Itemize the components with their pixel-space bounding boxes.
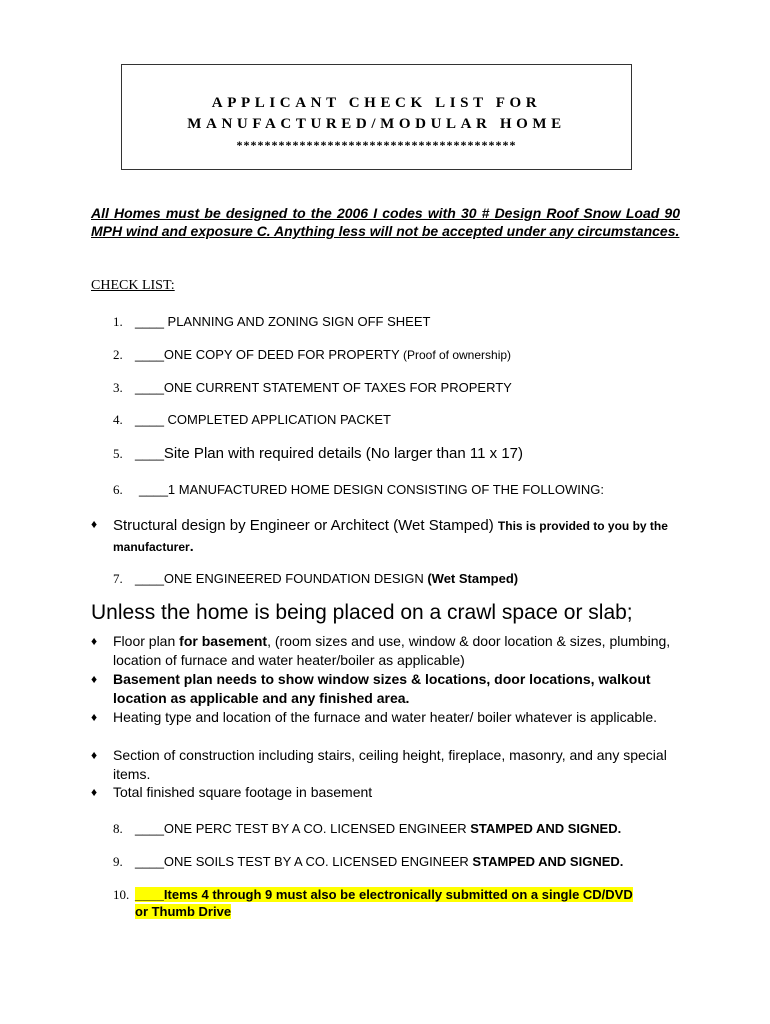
item-blank: ____: [139, 482, 168, 497]
design-notice: All Homes must be designed to the 2006 I codes with 30 # Design Roof Snow Load 90 MPH wind and exposure C. Anything less will not be accepted under any circumstances.: [91, 205, 680, 239]
item-text: ONE SOILS TEST BY A CO. LICENSED ENGINEER: [163, 854, 473, 869]
checklist-item-6: [113, 482, 604, 498]
item-text-highlight: Items 4 through 9 must also be electronically submitted on a single CD/DVD: [163, 887, 633, 902]
checklist-item-8: [113, 821, 621, 837]
item-text: ONE PERC TEST BY A CO. LICENSED ENGINEER: [163, 821, 471, 836]
item-blank: ____: [135, 347, 164, 362]
item-text: ONE CURRENT STATEMENT OF TAXES FOR PROPERTY: [163, 380, 512, 395]
bullet-text: Total finished square footage in basement: [113, 784, 373, 800]
structural-end: .: [189, 538, 194, 554]
bullet-text: Section of construction including stairs, ceiling height, fireplace, masonry, and any special items.: [113, 747, 667, 782]
bullet-bold: Basement plan needs to show window sizes & locations, door locations, walkout location as applicable and any finished area.: [113, 671, 651, 706]
item-bold: (Wet Stamped): [427, 571, 519, 586]
checklist-heading: CHECK LIST:: [91, 278, 175, 293]
diamond-bullet-icon: ♦: [91, 710, 98, 724]
item-text: 1 MANUFACTURED HOME DESIGN CONSISTING OF THE FOLLOWING:: [167, 482, 604, 497]
bullet-text: , (room sizes and use, window & door location & sizes, plumbing, location of furnace and water heater/boiler as applicable): [113, 633, 671, 668]
title-box: [121, 64, 632, 170]
item-number: 3.: [113, 380, 123, 395]
checklist-item-7: [113, 571, 518, 587]
structural-text: Structural design by Engineer or Architect (Wet Stamped): [113, 517, 498, 534]
item-blank: ____: [135, 412, 164, 427]
checklist-item-5: [113, 445, 523, 462]
item-text: COMPLETED APPLICATION PACKET: [163, 412, 391, 427]
diamond-bullet-icon: ♦: [91, 634, 98, 648]
diamond-bullet-icon: ♦: [91, 672, 98, 686]
checklist-item-4: [113, 412, 391, 428]
item-bold: STAMPED AND SIGNED.: [470, 821, 622, 836]
item-blank: ____: [135, 446, 164, 461]
item-text: ONE COPY OF DEED FOR PROPERTY: [163, 347, 400, 362]
diamond-bullet-icon: ♦: [91, 748, 98, 762]
item-text: Site Plan with required details (No larger than 11 x 17): [163, 445, 523, 462]
item-blank: ____: [135, 314, 164, 329]
item-number: 6.: [113, 482, 123, 497]
item-number: 1.: [113, 314, 123, 329]
item-number: 8.: [113, 821, 123, 836]
checklist-item-1: [113, 314, 430, 330]
item-bold: STAMPED AND SIGNED.: [472, 854, 624, 869]
item-blank: ____: [135, 571, 164, 586]
item-number: 7.: [113, 571, 123, 586]
checklist-item-2: [113, 347, 511, 363]
unless-heading: Unless the home is being placed on a crawl space or slab;: [91, 601, 633, 624]
checklist-item-10: [113, 886, 633, 920]
item-text: ONE ENGINEERED FOUNDATION DESIGN: [163, 571, 428, 586]
title-line-2: MANUFACTURED/MODULAR HOME: [187, 116, 566, 132]
item-text: PLANNING AND ZONING SIGN OFF SHEET: [163, 314, 431, 329]
structural-bold: This is provided to you by the manufacturer: [113, 519, 668, 554]
diamond-bullet-icon: ♦: [91, 785, 98, 799]
item-number: 4.: [113, 412, 123, 427]
item-number: 10.: [113, 887, 130, 902]
bullet-text: Floor plan: [113, 633, 180, 649]
item-number: 9.: [113, 854, 123, 869]
item-blank: ____: [135, 887, 164, 902]
diamond-bullet-icon: ♦: [91, 517, 98, 531]
item-blank: ____: [135, 380, 164, 395]
item-blank: ____: [135, 821, 164, 836]
item-number: 2.: [113, 347, 123, 362]
item-number: 5.: [113, 446, 123, 461]
bullet-bold: for basement: [179, 633, 268, 649]
item-note: (Proof of ownership): [399, 348, 512, 362]
title-line-1: APPLICANT CHECK LIST FOR: [211, 95, 542, 111]
bullet-text: Heating type and location of the furnace and water heater/ boiler whatever is applicable.: [113, 709, 658, 725]
item-text-highlight-2: or Thumb Drive: [135, 904, 232, 919]
title-stars: ****************************************: [236, 138, 517, 152]
item-blank: ____: [135, 854, 164, 869]
checklist-item-9: [113, 854, 623, 870]
checklist-item-3: [113, 380, 512, 396]
